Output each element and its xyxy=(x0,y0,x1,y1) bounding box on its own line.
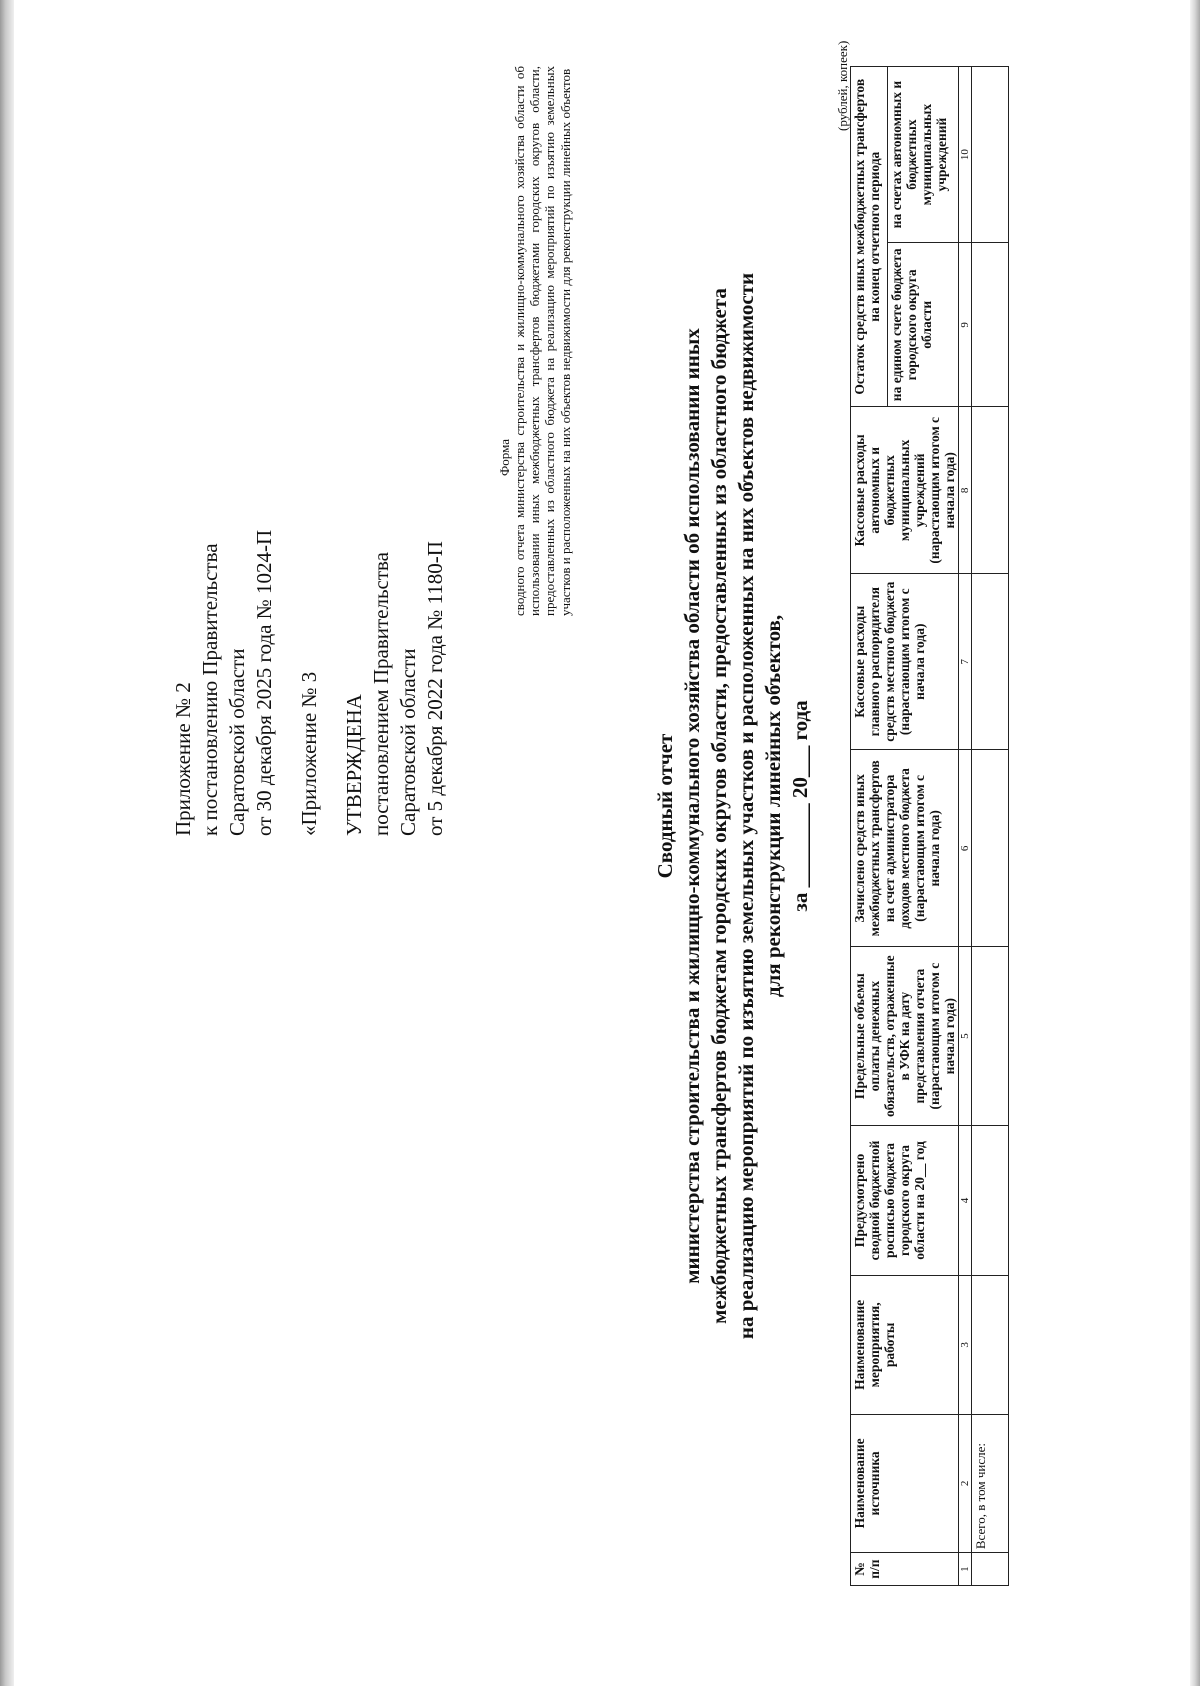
title-line: межбюджетных трансфертов бюджетам городских округов области, предоставленных из областного бюджета xyxy=(707,288,731,1324)
table-cell xyxy=(972,574,1009,750)
report-period: за ________ 20___ года xyxy=(788,700,812,912)
column-number: 5 xyxy=(959,947,972,1125)
annex-gap xyxy=(323,530,341,836)
annex-line: от 5 декабря 2022 года № 1180-П xyxy=(423,541,447,836)
header-cell: Наименование источника xyxy=(851,1414,959,1553)
title-line: на реализацию мероприятий по изъятию земельных участков и расположенных на них объектов недвижимости xyxy=(734,272,758,1340)
column-number: 3 xyxy=(959,1276,972,1415)
table-cell xyxy=(972,947,1009,1125)
column-number: 7 xyxy=(959,574,972,750)
total-label: Всего, в том числе: xyxy=(972,1414,1009,1553)
column-number: 6 xyxy=(959,750,972,947)
column-number: 8 xyxy=(959,407,972,574)
header-cell: Предусмотрено сводной бюджетной росписью бюджета городского округа области на 20__ год xyxy=(851,1125,959,1275)
annex-gap xyxy=(278,530,296,836)
header-cell: Предельные объемы оплаты денежных обязательств, отраженные в УФК на дату представления отчета (нарастающим итогом с начала года) xyxy=(851,947,959,1125)
header-cell: Зачислено средств иных межбюджетных трансфертов на счет администратора доходов местного бюджета (нарастающим итогом с начала года) xyxy=(851,750,959,947)
table-cell xyxy=(972,750,1009,947)
title-line: Сводный отчет xyxy=(653,733,677,879)
header-cell: Наименование мероприятия, работы xyxy=(851,1276,959,1415)
table-cell xyxy=(972,67,1009,243)
annex-line: «Приложение № 3 xyxy=(297,671,321,836)
header-row xyxy=(851,67,888,1586)
title-line: для реконструкции линейных объектов, xyxy=(761,614,785,998)
header-cell: № п/п xyxy=(851,1553,959,1586)
annex-line: Саратовской области xyxy=(225,648,249,836)
column-number: 4 xyxy=(959,1125,972,1275)
annex-line: Саратовской области xyxy=(396,648,420,836)
header-cell: Кассовые расходы автономных и бюджетных муниципальных учреждений (нарастающим итогом с начала года) xyxy=(851,407,959,574)
title-line: министерства строительства и жилищно-коммунального хозяйства области об использовании иных xyxy=(680,328,704,1284)
annex-block xyxy=(170,530,449,836)
table-cell xyxy=(972,1276,1009,1415)
annex-line: постановлением Правительства xyxy=(369,551,393,836)
annex-line: УТВЕРЖДЕНА xyxy=(342,694,366,836)
table-cell xyxy=(972,1553,1009,1586)
header-cell: Кассовые расходы главного распорядителя средств местного бюджета (нарастающим итогом с начала года) xyxy=(851,574,959,750)
column-number: 9 xyxy=(959,243,972,407)
report-table xyxy=(850,66,1009,1586)
header-cell: Остаток средств иных межбюджетных трансфертов на конец отчетного периода xyxy=(851,67,888,407)
column-number: 10 xyxy=(959,67,972,243)
column-number: 2 xyxy=(959,1414,972,1553)
annex-line: от 30 декабря 2025 года № 1024-П xyxy=(252,529,276,836)
total-row xyxy=(972,67,1009,1586)
form-description: сводного отчета министерства строительства и жилищно-коммунального хозяйства области об использовании иных межбюджетных трансфертов бюджетами городских округов области, предоставленных из областного бюджета на реализацию мероприятий по изъятию земельных участков и расположенных на них объектов недвижимости для реконструкции линейных объектов xyxy=(512,66,573,616)
annex-line: Приложение № 2 xyxy=(171,682,195,836)
annex-line: к постановлению Правительства xyxy=(198,543,222,836)
table-cell xyxy=(972,407,1009,574)
column-number: 1 xyxy=(959,1553,972,1586)
column-number-row xyxy=(959,67,972,1586)
form-label: Форма xyxy=(497,439,512,476)
header-cell: на счетах автономных и бюджетных муниципальных учреждений xyxy=(888,67,959,243)
table-cell xyxy=(972,1125,1009,1275)
units-note: (рублей, копеек) xyxy=(835,40,850,131)
report-title xyxy=(652,66,814,1546)
header-cell: на едином счете бюджета городского округа области xyxy=(888,243,959,407)
table-cell xyxy=(972,243,1009,407)
